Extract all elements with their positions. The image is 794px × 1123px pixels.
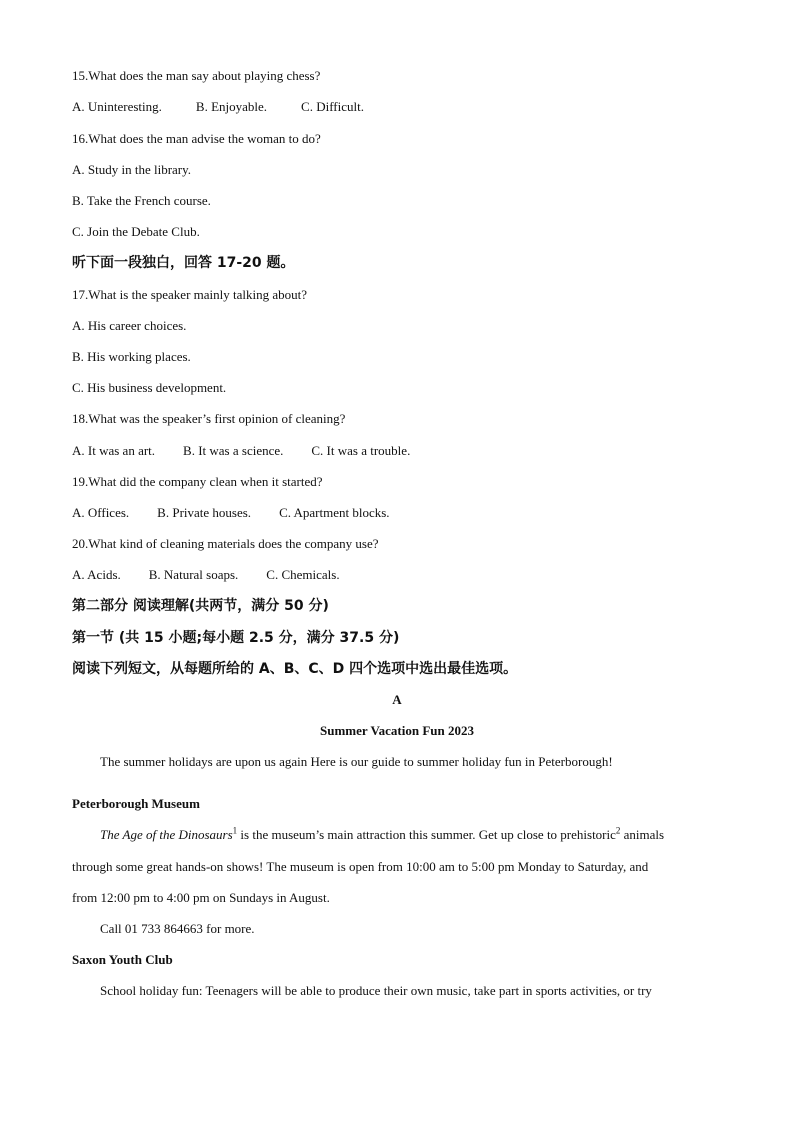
question-18-options [72, 443, 438, 459]
exhibit-title: The Age of the Dinosaurs [100, 827, 233, 842]
option: C. It was a trouble. [311, 443, 411, 458]
text-run: is the museum’s main attraction this summer. Get up close to prehistoric [237, 827, 616, 842]
option: C. Difficult. [301, 99, 364, 114]
passage-title: Summer Vacation Fun 2023 [320, 723, 474, 738]
question-18: 18.What was the speaker’s first opinion of cleaning? [72, 411, 346, 426]
question-15: 15.What does the man say about playing chess? [72, 68, 321, 83]
option: A. It was an art. [72, 443, 156, 458]
option: B. Enjoyable. [195, 99, 268, 114]
question-15-options [72, 99, 398, 115]
footnote-marker: 1 [232, 825, 238, 836]
passage-letter: A [392, 692, 402, 707]
museum-heading: Peterborough Museum [72, 796, 200, 811]
option: A. Study in the library. [72, 162, 192, 177]
option: B. Private houses. [157, 505, 252, 520]
option: B. His working places. [72, 349, 191, 364]
museum-call: Call 01 733 864663 for more. [100, 921, 255, 936]
youth-club-heading: Saxon Youth Club [72, 952, 173, 967]
option: C. Chemicals. [266, 567, 340, 582]
passage-intro: The summer holidays are upon us again Here is our guide to summer holiday fun in Peterborough! [100, 754, 613, 769]
question-19: 19.What did the company clean when it started? [72, 474, 323, 489]
question-20: 20.What kind of cleaning materials does the company use? [72, 536, 379, 551]
option: B. Natural soaps. [148, 567, 239, 582]
question-17: 17.What is the speaker mainly talking about? [72, 287, 308, 302]
option: C. His business development. [72, 380, 227, 395]
museum-paragraph-line: from 12:00 pm to 4:00 pm on Sundays in August. [72, 890, 330, 905]
question-16: 16.What does the man advise the woman to do? [72, 131, 321, 146]
question-19-options [72, 505, 418, 521]
option: A. Acids. [72, 567, 121, 582]
option: A. Offices. [72, 505, 130, 520]
section-header: 第一节 (共 15 小题;每小题 2.5 分，满分 37.5 分) [72, 630, 400, 646]
option: A. Uninteresting. [72, 99, 162, 114]
museum-paragraph-line [100, 827, 664, 843]
option: C. Apartment blocks. [279, 505, 390, 520]
youth-club-paragraph-line: School holiday fun: Teenagers will be able to produce their own music, take part in sports activities, or try [100, 983, 652, 998]
museum-paragraph-line: through some great hands-on shows! The museum is open from 10:00 am to 5:00 pm Monday to Saturday, and [72, 859, 649, 874]
option: B. It was a science. [183, 443, 284, 458]
text-run: animals [620, 827, 665, 842]
option: A. His career choices. [72, 318, 187, 333]
footnote-marker: 2 [615, 825, 621, 836]
listening-instruction: 听下面一段独白，回答 17-20 题。 [72, 255, 295, 271]
question-20-options [72, 567, 368, 583]
option: C. Join the Debate Club. [72, 224, 200, 239]
option: B. Take the French course. [72, 193, 211, 208]
part-header: 第二部分 阅读理解(共两节，满分 50 分) [72, 598, 329, 614]
reading-instruction: 阅读下列短文，从每题所给的 A、B、C、D 四个选项中选出最佳选项。 [72, 661, 518, 677]
